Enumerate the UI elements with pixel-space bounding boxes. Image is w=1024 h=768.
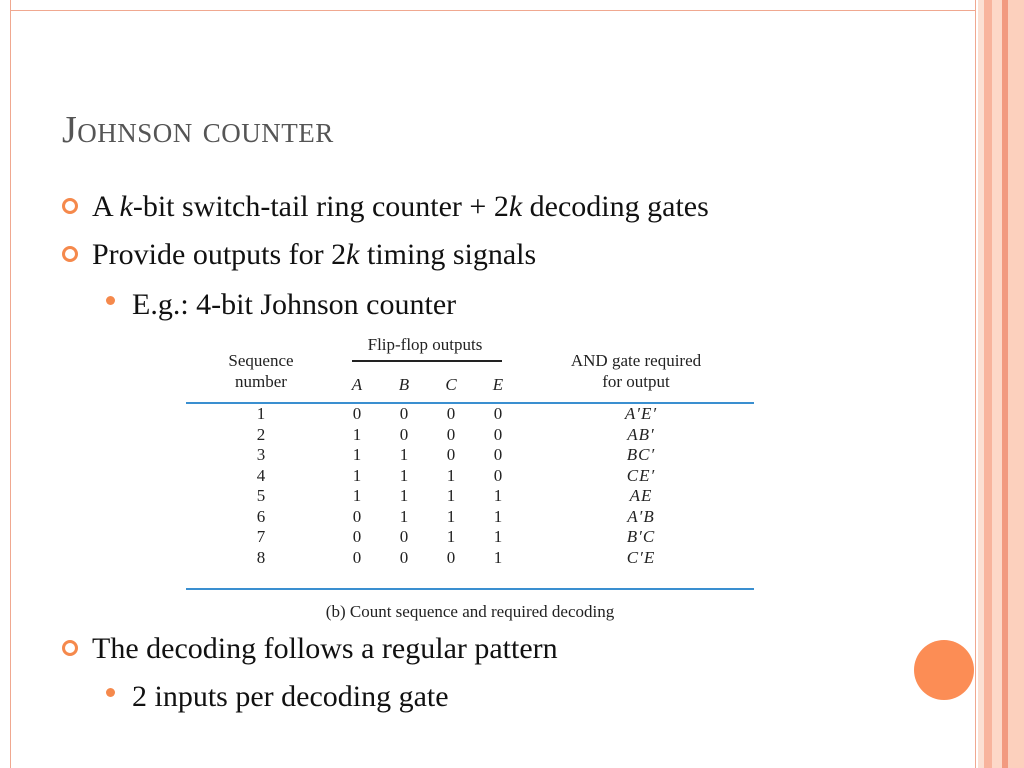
sub-bullet-2-text: 2 inputs per decoding gate: [132, 680, 449, 713]
table-caption: (b) Count sequence and required decoding: [325, 602, 615, 621]
table-cell: 1: [352, 445, 362, 464]
table-cell: 0: [399, 547, 409, 567]
bullet-3-text: The decoding follows a regular pattern: [92, 632, 558, 665]
stripe: [1008, 0, 1024, 768]
table-cell: 1: [446, 527, 456, 546]
footer-divider: [186, 588, 754, 590]
table-cell: 0: [446, 404, 456, 423]
table-cell: 0: [493, 445, 503, 464]
table-cell: 6: [256, 506, 266, 526]
table-cell: 0: [352, 506, 362, 526]
table-cell: 0: [493, 424, 503, 444]
header-col-c: C: [445, 375, 457, 394]
table-cell: 1: [493, 547, 503, 567]
header-col-e: E: [492, 375, 504, 394]
table-cell: A′E′: [624, 404, 658, 423]
table-cell: 1: [446, 506, 456, 526]
table-cell: 7: [256, 527, 266, 546]
sub-bullet-1: [102, 288, 456, 322]
table-cell: 1: [399, 465, 409, 485]
ring-bullet-icon: [62, 640, 80, 658]
table-cell: 1: [399, 486, 409, 505]
table-cell: AB′: [627, 424, 655, 444]
table-cell: 1: [352, 424, 362, 444]
table-cell: 5: [256, 486, 266, 505]
header-flipflop: Flip-flop outputs: [367, 335, 483, 354]
header-and-line1: AND gate required: [570, 351, 702, 370]
table-cell: 0: [352, 527, 362, 546]
table-cell: 0: [493, 465, 503, 485]
table-cell: 1: [446, 486, 456, 505]
sub-bullet-1-text: E.g.: 4-bit Johnson counter: [132, 288, 457, 321]
table-cell: 1: [493, 527, 503, 546]
table-cell: B′C: [626, 527, 656, 546]
table-cell: A′B: [627, 506, 655, 526]
table-cell: 0: [446, 445, 456, 464]
bullet-2: [62, 238, 536, 272]
table-cell: 1: [256, 404, 266, 423]
table-cell: 1: [493, 486, 503, 505]
header-sequence: [206, 350, 316, 392]
table-cell: 0: [352, 547, 362, 567]
decorative-dot: [914, 640, 974, 700]
table-cell: 1: [399, 445, 409, 464]
table-cell: 8: [256, 547, 266, 567]
header-col-a: A: [351, 375, 363, 394]
table-cell: 0: [399, 527, 409, 546]
table-cell: 1: [399, 506, 409, 526]
table-cell: BC′: [626, 445, 656, 464]
column-sequence: [241, 404, 281, 568]
table-cell: AE: [629, 486, 653, 505]
table-cell: 3: [256, 445, 266, 464]
stripe: [984, 0, 992, 768]
sub-bullet-2: [102, 680, 449, 714]
bullet-2-text: Provide outputs for 2k timing signals: [92, 238, 537, 271]
table-cell: 1: [352, 465, 362, 485]
header-and-gate: [536, 350, 736, 392]
header-col-b: B: [398, 375, 410, 394]
table-cell: 4: [256, 465, 266, 485]
table-cell: 0: [493, 404, 503, 423]
decorative-stripes: [978, 0, 1024, 768]
header-sequence-line1: Sequence: [228, 351, 294, 370]
disc-bullet-icon: [102, 296, 116, 314]
bullet-1-text: A k-bit switch-tail ring counter + 2k decoding gates: [92, 190, 709, 223]
table-cell: 0: [399, 424, 409, 444]
slide-frame-top: [10, 10, 976, 11]
stripe: [992, 0, 1002, 768]
disc-bullet-icon: [102, 688, 116, 706]
column-c: [431, 404, 471, 568]
bullet-3: [62, 632, 558, 666]
column-b: [384, 404, 424, 568]
johnson-counter-table: [186, 330, 754, 630]
ring-bullet-icon: [62, 246, 80, 264]
flipflop-rule: [352, 360, 502, 362]
table-cell: 0: [399, 404, 409, 423]
header-sequence-line2: number: [235, 372, 287, 391]
column-a: [337, 404, 377, 568]
table-cell: 1: [493, 506, 503, 526]
table-cell: C′E: [626, 547, 656, 567]
table-cell: CE′: [626, 465, 656, 485]
bullet-1: [62, 190, 709, 224]
table-cell: 0: [446, 424, 456, 444]
table-cell: 1: [446, 465, 456, 485]
table-cell: 0: [352, 404, 362, 423]
slide-title: Johnson counter: [62, 109, 334, 151]
column-e: [478, 404, 518, 568]
table-cell: 1: [352, 486, 362, 505]
table-cell: 2: [256, 424, 266, 444]
ring-bullet-icon: [62, 198, 80, 216]
header-and-line2: for output: [602, 372, 670, 391]
table-cell: 0: [446, 547, 456, 567]
column-gate: [586, 404, 696, 568]
